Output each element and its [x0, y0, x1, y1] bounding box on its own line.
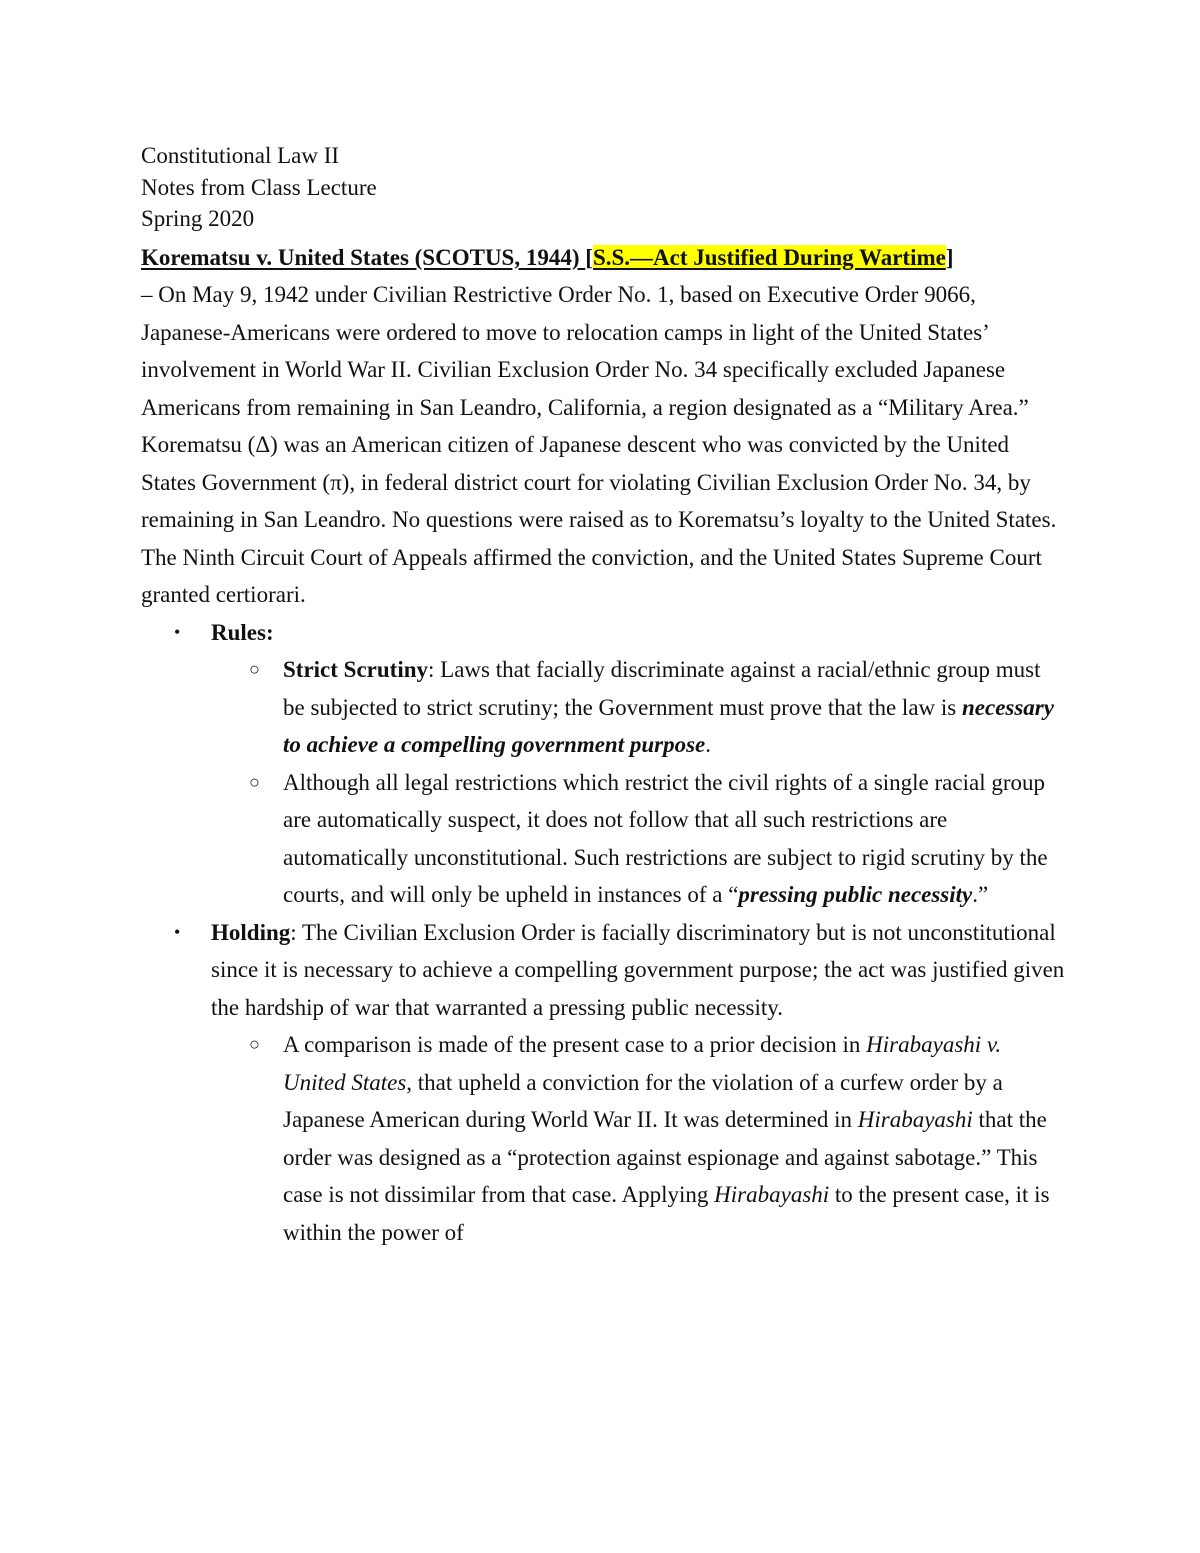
course-title: Constitutional Law II: [141, 143, 340, 168]
rules-item: [174, 614, 1066, 914]
holding-label: Holding: [211, 919, 291, 945]
case-citation: Hirabayashi: [714, 1182, 830, 1207]
filled-bullet-icon: •: [174, 921, 181, 942]
document-page: [141, 140, 1066, 1251]
case-tag-open: [: [585, 244, 593, 270]
case-tag-close: ]: [945, 244, 954, 270]
rule-text: Laws that facially discriminate against a racial/ethnic group must be subjected to strict scrutiny; the Government must prove that the law is: [283, 657, 1041, 720]
hollow-bullet-icon: ○: [249, 771, 260, 792]
filled-bullet-icon: •: [174, 621, 181, 642]
holding-sublist: [211, 1026, 1066, 1251]
hollow-bullet-icon: ○: [249, 1034, 260, 1054]
rules-sublist: [211, 651, 1066, 914]
holding-text: : The Civilian Exclusion Order is facially discriminatory but is not unconstitutional since it is necessary to achieve a compelling government purpose; the act was justified given the hardship of war that warranted a pressing public necessity.: [211, 919, 1065, 1020]
holding-subtext: that the order was designed as a “protection against espionage and against sabotage.” This case is not dissimilar from that case. Applying: [283, 1107, 1047, 1207]
document-subtitle: Notes from Class Lecture: [141, 174, 377, 200]
rule-label: Strict Scrutiny: [283, 657, 429, 682]
case-citation: Hirabayashi: [857, 1107, 973, 1132]
rule-emphasis: pressing public necessity: [738, 882, 973, 907]
rule-colon: :: [428, 657, 435, 682]
case-name: Korematsu v. United States (SCOTUS, 1944): [141, 244, 580, 270]
case-facts: – On May 9, 1942 under Civilian Restrictive Order No. 1, based on Executive Order 9066, Japanese-Americans were ordered to move to relocation camps in light of the United States’ involvement in World War II. Civilian Exclusion Order No. 34 specifically excluded Japanese Americans from remaining in San Leandro, California, a region designated as a “Military Area.” Korematsu (Δ) was an American citizen of Japanese descent who was convicted by the United States Government (π), in federal district court for violating Civilian Exclusion Order No. 34, by remaining in San Leandro. No questions were raised as to Korematsu’s loyalty to the United States. The Ninth Circuit Court of Appeals affirmed the conviction, and the United States Supreme Court granted certiorari.: [141, 282, 1057, 607]
hollow-bullet-icon: ○: [249, 659, 260, 679]
holding-subtext: to the present case, it is within the power of: [283, 1182, 1050, 1245]
rule-emphasis: necessary to achieve a compelling government purpose: [283, 694, 1054, 757]
holding-subtext: A comparison is made of the present case to a prior decision in: [283, 1032, 867, 1057]
holding-subitem: [249, 1026, 1066, 1251]
rule-item-suspect-classification: [249, 764, 1066, 914]
rules-label: Rules:: [211, 619, 274, 645]
case-citation: Hirabayashi v. United States: [283, 1032, 1002, 1095]
holding-item: [174, 914, 1066, 1252]
case-tag-highlight: S.S.—Act Justified During Wartime: [592, 244, 946, 270]
outline-list: [141, 614, 1066, 1252]
holding-subtext: , that upheld a conviction for the violation of a curfew order by a Japanese American during World War II. It was determined in: [283, 1069, 1003, 1132]
rule-text: Although all legal restrictions which restrict the civil rights of a single racial group are automatically suspect, it does not follow that all such restrictions are automatically unconstitutional. Such restrictions are subject to rigid scrutiny by the courts, and will only be upheld in instances of a “: [283, 769, 1048, 907]
case-title: [141, 245, 954, 270]
rule-text-end: .”: [972, 882, 989, 907]
rule-text-end: .: [705, 732, 712, 757]
rule-item-strict-scrutiny: [249, 651, 1066, 764]
term-label: Spring 2020: [141, 206, 255, 231]
document-header: [141, 140, 1066, 235]
case-section: [141, 239, 1066, 614]
